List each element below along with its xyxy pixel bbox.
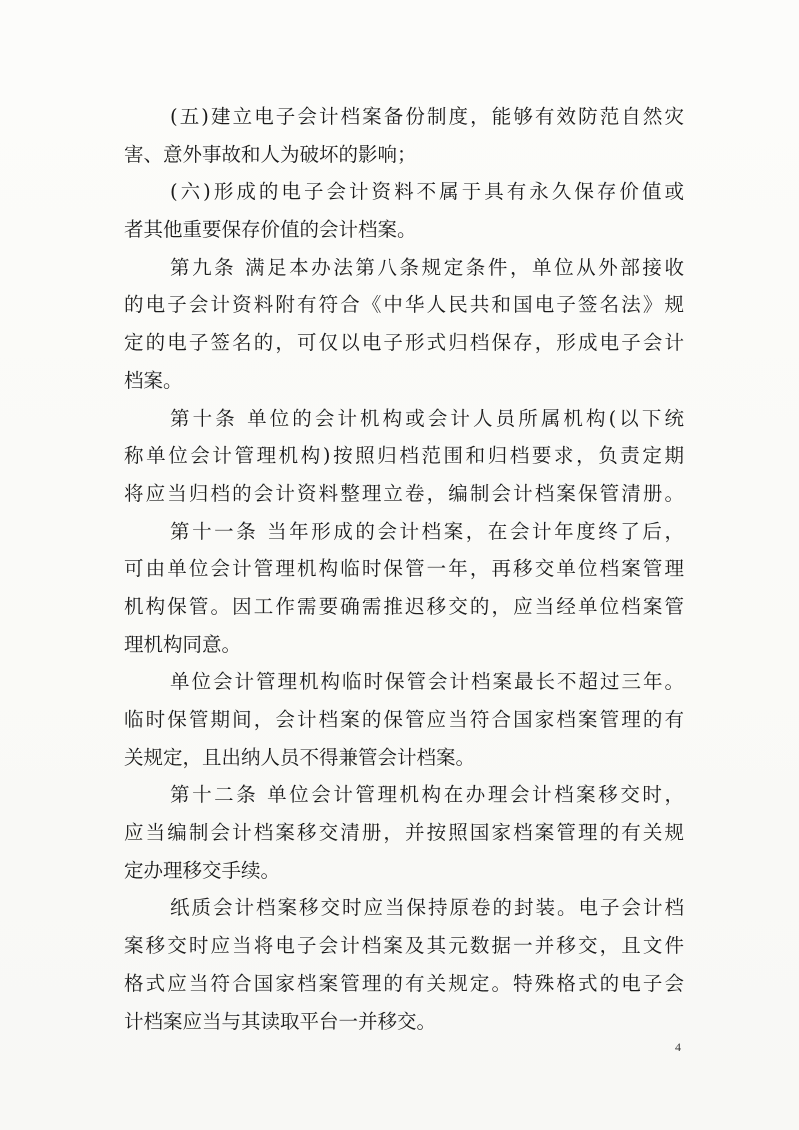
text-line: 定办理移交手续。 (124, 858, 281, 882)
text-line: 的电子会计资料附有符合《中华人民共和国电子签名法》规 (124, 293, 684, 317)
document-body (124, 98, 684, 1040)
text-line: 定的电子签名的，可仅以电子形式归档保存，形成电子会计 (124, 331, 684, 355)
text-line: (五)建立电子会计档案备份制度，能够有效防范自然灾 (170, 105, 684, 128)
text-line: 将应当归档的会计资料整理立卷，编制会计档案保管清册。 (124, 481, 684, 505)
text-line: 计档案应当与其读取平台一并移交。 (124, 1009, 437, 1033)
text-line: 机构保管。因工作需要确需推迟移交的，应当经单位档案管 (124, 594, 684, 618)
text-line: 格式应当符合国家档案管理的有关规定。特殊格式的电子会 (124, 971, 684, 995)
article-9-heading-line: 第九条 满足本办法第八条规定条件，单位从外部接收 (170, 255, 684, 279)
page-number: 4 (675, 1040, 681, 1054)
text-line: 害、意外事故和人为破坏的影响； (124, 142, 417, 166)
text-line: 应当编制会计档案移交清册，并按照国家档案管理的有关规 (124, 821, 684, 845)
text-line: 关规定，且出纳人员不得兼管会计档案。 (124, 745, 476, 769)
text-line: 单位会计管理机构临时保管会计档案最长不超过三年。 (170, 670, 684, 694)
text-line: 可由单位会计管理机构临时保管一年，再移交单位档案管理 (124, 557, 684, 581)
article-12-heading-line: 第十二条 单位会计管理机构在办理会计档案移交时， (170, 783, 684, 807)
text-line: (六)形成的电子会计资料不属于具有永久保存价值或 (170, 180, 684, 204)
text-line: 理机构同意。 (124, 632, 242, 656)
text-line: 临时保管期间，会计档案的保管应当符合国家档案管理的有 (124, 708, 684, 731)
text-line: 案移交时应当将电子会计档案及其元数据一并移交，且文件 (124, 934, 684, 958)
text-line: 者其他重要保存价值的会计档案。 (124, 218, 417, 242)
article-11-heading-line: 第十一条 当年形成的会计档案，在会计年度终了后， (170, 519, 684, 543)
text-line: 档案。 (124, 368, 183, 392)
text-line: 称单位会计管理机构)按照归档范围和归档要求，负责定期 (124, 444, 684, 468)
article-10-heading-line: 第十条 单位的会计机构或会计人员所属机构(以下统 (170, 406, 684, 430)
text-line: 纸质会计档案移交时应当保持原卷的封装。电子会计档 (170, 896, 684, 920)
